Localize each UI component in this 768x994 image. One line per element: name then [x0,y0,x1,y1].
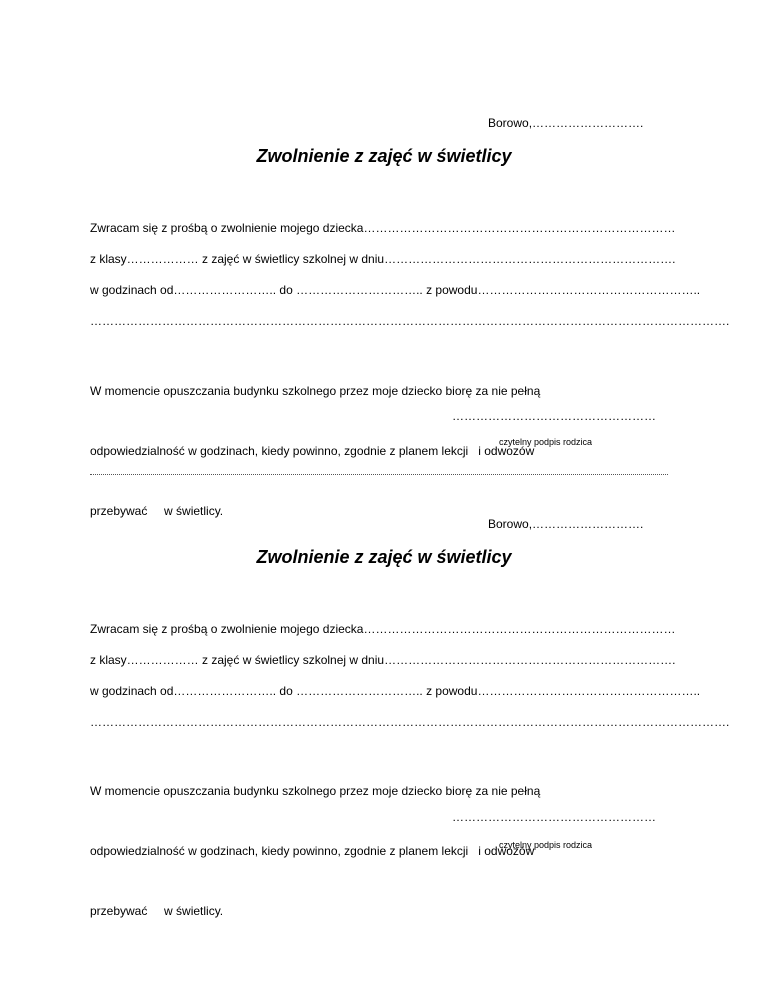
child-name-line: Zwracam się z prośbą o zwolnienie mojego dziecka…………………………………………………………………… [90,622,676,636]
cut-line-divider [90,474,668,475]
reason-continuation-line: ……………………………………………………………………………………………………………………………………………. [90,314,730,328]
statement-line-1: W momencie opuszczania budynku szkolnego przez moje dziecko biorę za nie pełną [90,784,541,798]
hours-reason-line: w godzinach od…………………….. do ………………………….. z powodu……………………………………………….. [90,283,701,297]
signature-line: …………………………………………… [452,810,656,824]
class-date-line: z klasy……………… z zajęć w świetlicy szkolnej w dniu………………………………………………………………. [90,252,676,266]
form-title: Zwolnienie z zajęć w świetlicy [256,547,512,567]
statement-line-2: odpowiedzialność w godzinach, kiedy powinno, zgodnie z planem lekcji i odwozów [90,444,535,458]
statement-line-3: przebywać w świetlicy. [90,504,224,518]
class-date-line: z klasy……………… z zajęć w świetlicy szkolnej w dniu………………………………………………………………. [90,653,676,667]
statement-line-2: odpowiedzialność w godzinach, kiedy powinno, zgodnie z planem lekcji i odwozów [90,844,535,858]
responsibility-statement [90,741,540,961]
signature-caption: czytelny podpis rodzica [499,437,593,447]
signature-caption: czytelny podpis rodzica [499,840,593,850]
place-date-field: Borowo,………………………. [488,116,644,130]
signature-line: …………………………………………… [452,409,656,423]
statement-line-3: przebywać w świetlicy. [90,904,224,918]
responsibility-statement [90,341,540,561]
form-title: Zwolnienie z zajęć w świetlicy [256,146,512,166]
child-name-line: Zwracam się z prośbą o zwolnienie mojego dziecka…………………………………………………………………… [90,221,676,235]
reason-continuation-line: ……………………………………………………………………………………………………………………………………………. [90,715,730,729]
statement-line-1: W momencie opuszczania budynku szkolnego przez moje dziecko biorę za nie pełną [90,384,541,398]
place-date-field: Borowo,………………………. [488,517,644,531]
hours-reason-line: w godzinach od…………………….. do ………………………….. z powodu……………………………………………….. [90,684,701,698]
